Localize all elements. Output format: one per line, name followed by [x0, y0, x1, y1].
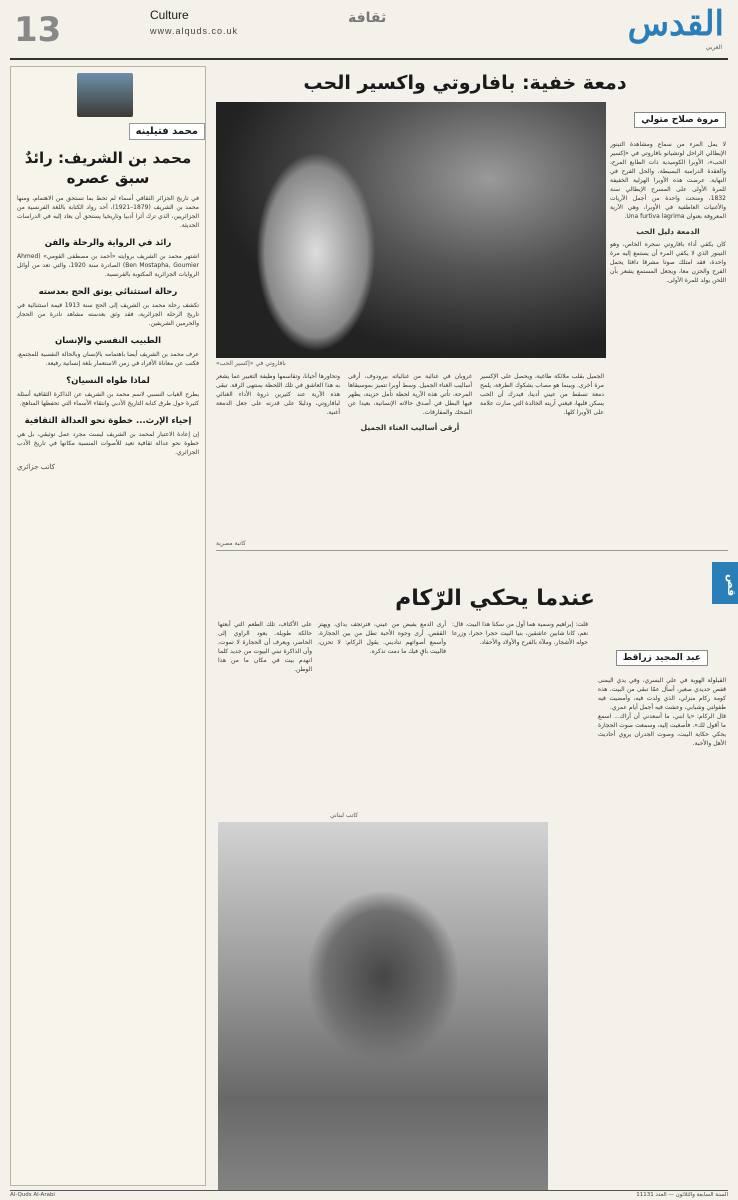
- left-column-article: [10, 66, 206, 1186]
- bottom-article-col-1: [598, 676, 726, 1186]
- footer-right: السنة السابعة والثلاثون — العدد 11131: [636, 1192, 728, 1198]
- top-article-col-left-text: غروبان في غنائية من غنائياته بيرودوف، أرقى أساليب الغناء الجميل. وسط أوبرا تتميز بموسيقاها المرحة، تأتي هذه الآرية لحظة تأمل حزينة، يظهر فيها البطل في أصدق حالاته الإنسانية، بعيدا عن الضحك والمفارقات.: [348, 373, 472, 416]
- bottom-article-col-3: [318, 620, 446, 816]
- left-paragraph-5: إن إعادة الاعتبار لمحمد بن الشريف ليست مجرد عمل توثيقي، بل هي خطوة نحو عدالة ثقافية تعيد للأصوات المنسية مكانها في تاريخ الأدب الجزائري.: [17, 431, 199, 456]
- bottom-article-col-4-text: على الأكتاف، تلك الطعم التي أبعتها حالكة طويلة. يعود الراوي إلى الحاضر، ويعرف أن الحجارة لا تموت، وأن الذاكرة تبني البيوت من جديد كلما انهدم بيت في مكان ما من هذا الوطن.: [218, 621, 312, 673]
- bottom-article-col-1-text-b: قال الركام: «يا ابني، ما أسعدني أن أراك... اسمع ما أقول لك». فأصغيت إليه، وسمعت صوت الحجارة يحكي حكاية البيت، وصوت الجدران يروي أحاديث الأهل والأحبة.: [598, 713, 726, 747]
- newspaper-logo-sub: العربي: [705, 44, 722, 51]
- footer-left: Al-Quds Al-Arabi: [10, 1192, 55, 1198]
- opera-photo-caption: بافاروتي في «إكسير الحب»: [216, 360, 286, 367]
- left-article-title: محمد بن الشريف: رائدٌ سبق عصره: [24, 149, 192, 187]
- header-rule: [10, 58, 728, 60]
- left-paragraph-1: اشتهر محمد بن الشريف بروايته «أحمد بن مصطفى القومي» (Ahmed Ben Mostapha, Goumier) الصادرة سنة 1920، والتي تعد من أوائل الروايات الجزائرية المكتوبة بالفرنسية.: [17, 253, 200, 278]
- top-article-col-far: [216, 372, 340, 536]
- top-article-col-left-subheading: أرقى أساليب الغناء الجميل: [360, 423, 460, 432]
- left-subheading-3: الطبيب النفسي والإنسان: [55, 336, 161, 346]
- bottom-article-col-2-text: قلت: إبراهيم وسمية هما أول من سكنا هذا البيت. قال: نعم، كانا شابين عاشقين، بنيا البيت حجرا حجرا، وزرعا حوله الأشجار، وملآه بالفرح والأولاد والأحفاد.: [452, 621, 588, 646]
- left-subheading-2: رحالة استثنائي يوثق الحج بعدسته: [38, 287, 178, 297]
- left-subheading-5: إحياء الإرث... خطوة نحو العدالة الثقافية: [24, 416, 192, 426]
- left-subheading-4: لماذا طواه النسيان؟: [66, 376, 150, 386]
- top-article-author: مروة صلاح متولي: [634, 112, 726, 128]
- bottom-article-col-3-text: أرى الدمع يفيض من عيني، فترتجف يداي، ويهتز القفص. أرى وجوه الأحبة تطل من بين الحجارة، وأسمع أصواتهم تناديني. يقول الركام: لا تحزن، فالبيت باقٍ فيك ما دمت تذكره.: [318, 621, 446, 655]
- left-credit: كاتب جزائري: [17, 463, 55, 471]
- top-article-col-right-text-1: لا يمل المرء من سماع ومشاهدة التينور الإيطالي الراحل لوتشيانو بافاروتي في «إكسير الحب»، الأوبرا الكوميدية ذات الطابع المرح، والعقدة الدرامية البسيطة، والحل الفرح في النهاية. عرضت هذه الأوبرا الهزلية الخفيفة للمرة الأولى على المسرح الإيطالي سنة 1832، ومنحت واحدة من أجمل الآريات والأغنيات العاطفية في الأوبرا، وهي الآرية المعروفة بعنوان Una furtiva lagrima.: [610, 141, 726, 220]
- author-box: [11, 67, 205, 137]
- top-article-credit: كاتبة مصرية: [216, 540, 246, 547]
- page-footer: [10, 1190, 728, 1200]
- bottom-article-credit: كاتب لبناني: [330, 812, 359, 819]
- page-number: 13: [14, 10, 62, 50]
- top-article-col-mid: [480, 372, 604, 542]
- bottom-article-col-4: [218, 620, 312, 816]
- top-article-col-right-text-2: كان يكفي أداء بافاروتي سحره الخاص، وهو التينور الذي لا يكفي المرء أن يستمع إليه مرة واحدة، فقد امتلك صوتا مشرقا دافئا يحمل الفرح والحزن معا، ويجعل المستمع يشعر بأن اللحن يولد للمرة الأولى.: [610, 241, 726, 284]
- bottom-article-col-1-text: القيلولة الهوية في علي البسري، وفي يدي اليمنى قفص حديدي صغير، أسأل عمّا تبقى من البيت. هذه كومة ركام منزلي، الذي ولدت فيه، وأمضيت فيه طفولتي وشبابي، وعشت فيه أجمل أيام عمري.: [598, 677, 726, 711]
- masthead: [0, 0, 738, 62]
- section-label-ar: ثقافة: [348, 10, 387, 26]
- left-intro: في تاريخ الجزائر الثقافي أسماء لم تحظ بما تستحق من الاهتمام، ومنها محمد بن الشريف (1879–1921)، أحد رواد الكتابة باللغة الفرنسية من الجزائريين، الذي ترك أثرا أدبيا وتاريخيا يستحق أن يعاد إليه في الدراسات الحديثة.: [17, 195, 200, 229]
- author-name: محمد فتيلينه: [129, 123, 205, 140]
- top-article-col-mid-text: الجميل بقلب ملائكة طاغية، ويحصل على الإكسير مرة أخرى. وبينما هو مصاب بشكوك الطرفة، يلمح دمعة تسقط من عيني أدينا، فيدرك أن الحب يسكن قلبها، فيغني آريته الخالدة التي صارت علامة على الأوبرا كلها.: [480, 373, 604, 416]
- bottom-article-col-2: [452, 620, 588, 816]
- opera-photo: [216, 102, 606, 358]
- left-paragraph-2: تكشف رحلة محمد بن الشريف إلى الحج سنة 1913 قيمة استثنائية في تاريخ الرحلة الجزائرية، فقد وثق بعدسته مشاهد نادرة من الحجاز والحرمين الشريفين.: [17, 302, 200, 327]
- top-article-col-left: [348, 372, 472, 542]
- bottom-article-author: عبد المجيد زراقط: [616, 650, 708, 666]
- left-subheading-1: رائد في الرواية والرحلة والفن: [44, 238, 172, 248]
- top-article-subheading: الدمعة دليل الحب: [636, 227, 700, 236]
- left-paragraph-3: عرف محمد بن الشريف أيضا باهتمامه بالإنسان وبالحالة النفسية للمجتمع، فكتب عن معاناة الأفراد في زمن الاستعمار بلغة إنسانية رفيعة.: [17, 351, 199, 367]
- left-paragraph-4: يطرح الغياب النسبي لاسم محمد بن الشريف عن الذاكرة الثقافية أسئلة كثيرة حول طرق كتابة التاريخ الأدبي وانتقاء الأسماء التي تحفظها المناهج.: [17, 391, 199, 407]
- top-article-col-far-text: وتحاورها أحيانا، وتقاسمها وظيفة التعبير عما يشعر به هذا العاشق في تلك اللحظة بمنتهى الرقة. تبقى هذه الآرية عند كثيرين ذروة الأداء الغنائي لبافاروتي، ودليلا على قدرته على جعل الدمعة أغنية.: [216, 373, 340, 416]
- newspaper-logo: القدس: [627, 4, 724, 44]
- author-photo: [77, 73, 133, 117]
- top-article-title: دمعة خفية: بافاروتي واكسير الحب: [303, 72, 627, 94]
- section-label-en: Culture: [150, 8, 189, 22]
- article-divider: [216, 550, 728, 551]
- rubble-illustration: [218, 822, 548, 1190]
- bottom-article-title: عندما يحكي الرّكام: [395, 586, 595, 611]
- site-url[interactable]: www.alquds.co.uk: [150, 26, 239, 36]
- top-article-col-right: [610, 140, 726, 540]
- section-tag-story: قص: [712, 562, 738, 604]
